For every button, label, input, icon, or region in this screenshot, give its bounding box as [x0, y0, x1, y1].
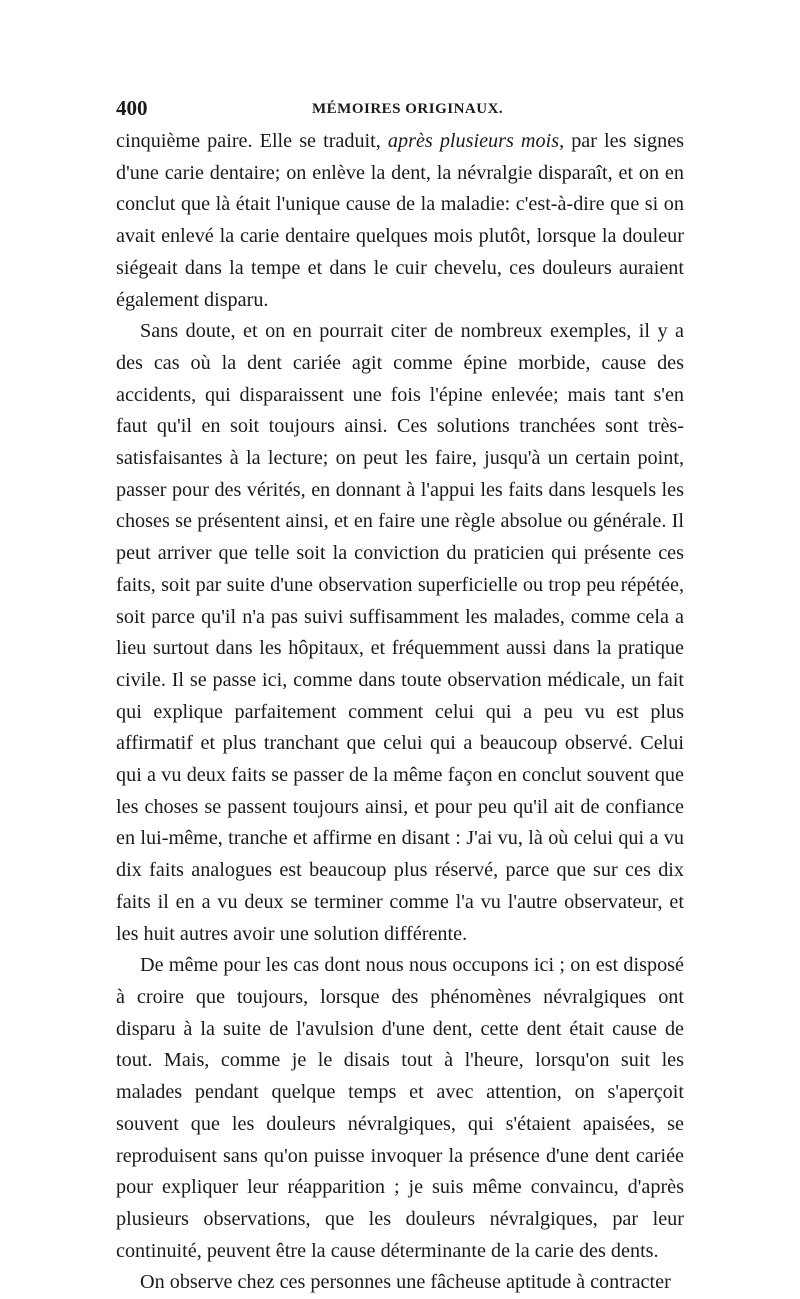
paragraph-3: De même pour les cas dont nous nous occupons ici ; on est disposé à croire que toujours, lorsque des phénomènes névralgiques ont disparu à la suite de l'avulsion d'une dent, cette dent était cause de tout. Mais, comme je le disais tout à l'heure, lorsqu'on suit les malades pendant quelque temps et avec attention, on s'aperçoit souvent que les douleurs névralgiques, qui s'étaient apaisées, se reproduisent sans qu'on puisse invoquer la présence d'une dent cariée pour expliquer leur réapparition ; je suis même convaincu, d'après plusieurs observations, que les douleurs névralgiques, par leur continuité, peuvent être la cause déterminante de la carie des dents.: [116, 954, 684, 1262]
body-text: [116, 126, 684, 1299]
paragraph-4: On observe chez ces personnes une fâcheuse aptitude à contracter: [140, 1271, 671, 1294]
paragraph-1-italic-phrase: après plusieurs mois,: [387, 130, 565, 152]
paragraph-2: Sans doute, et on en pourrait citer de nombreux exemples, il y a des cas où la dent cariée agit comme épine morbide, cause des accidents, qui disparaissent une fois l'épine enlevée; mais tant s'en faut qu'il en soit toujours ainsi. Ces solutions tranchées sont très-satisfaisantes à la lecture; on peut les faire, jusqu'à un certain point, passer pour des vérités, en donnant à l'appui les faits dans lesquels les choses se présentent ainsi, et en faire une règle absolue ou générale. Il peut arriver que telle soit la conviction du praticien qui présente ces faits, soit par suite d'une observation superficielle ou trop peu répétée, soit parce qu'il n'a pas suivi suffisamment les malades, comme cela a lieu surtout dans les hôpitaux, et fréquemment aussi dans la pratique civile. Il se passe ici, comme dans toute observation médicale, un fait qui explique parfaitement comment celui qui a peu vu est plus affirmatif et plus tranchant que celui qui a beaucoup observé. Celui qui a vu deux faits se passer de la même façon en conclut souvent que les choses se passent toujours ainsi, et pour peu qu'il ait de confiance en lui-même, tranche et affirme en disant : J'ai vu, là où celui qui a vu dix faits analogues est beaucoup plus réservé, parce que sur ces dix faits il en a vu deux se terminer comme l'a vu l'autre observateur, et les huit autres avoir une solution différente.: [116, 320, 684, 945]
paragraph-1-text-end: par les signes d'une carie dentaire; on enlève la dent, la névralgie disparaît, et on en conclut que là était l'unique cause de la maladie: c'est-à-dire que si on avait enlevé la carie dentaire quelques mois plutôt, lorsque la douleur siégeait dans la tempe et dans le cuir chevelu, ces douleurs auraient également disparu.: [116, 130, 685, 311]
running-head: MÉMOIRES ORIGINAUX.: [312, 101, 504, 117]
paragraph-1: [116, 126, 684, 316]
book-page: [116, 96, 684, 1299]
page-header: [116, 96, 684, 126]
paragraph-1-text-start: cinquième paire. Elle se traduit,: [116, 130, 388, 152]
page-number: 400: [116, 96, 148, 120]
